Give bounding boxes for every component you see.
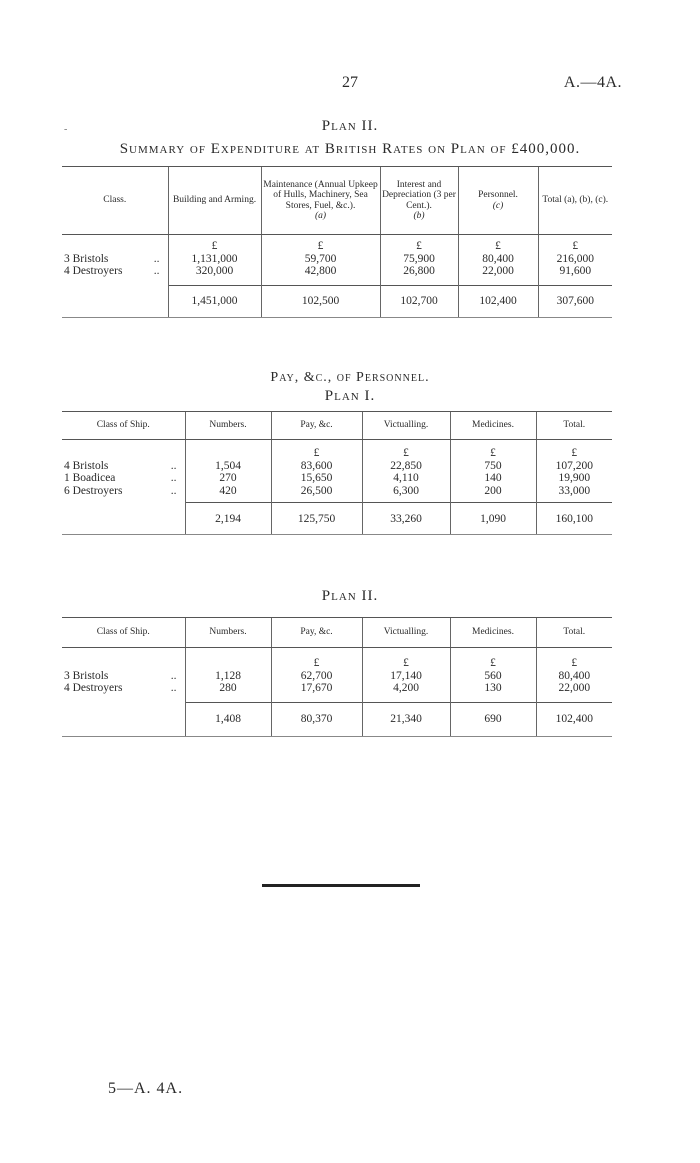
cell: 280 xyxy=(185,682,271,702)
cell: 560 xyxy=(450,670,536,683)
cell: 420 xyxy=(185,485,271,503)
column-header: Total (a), (b), (c). xyxy=(538,167,612,235)
cell: 1,504 xyxy=(185,460,271,473)
column-header: Class of Ship. xyxy=(62,618,185,648)
cell: 107,200 xyxy=(536,460,612,473)
cell: 15,650 xyxy=(271,472,362,485)
row-label: 4 Destroyers .. xyxy=(64,265,160,277)
currency-mark: £ xyxy=(536,440,612,460)
column-header: Personnel. (c) xyxy=(458,167,538,235)
summary-title: Summary of Expenditure at British Rates on Plan of £400,000. xyxy=(119,141,581,157)
pay-plan2-header-row xyxy=(62,618,612,648)
column-header: Interest and Depreciation (3 per Cent.). (b) xyxy=(380,167,458,235)
cell: 22,000 xyxy=(458,265,538,285)
table-row xyxy=(62,682,612,702)
cell: 19,900 xyxy=(536,472,612,485)
total-cell: 102,700 xyxy=(380,285,458,317)
column-header: Building and Arming. xyxy=(168,167,261,235)
total-cell: 690 xyxy=(450,702,536,736)
cell: 130 xyxy=(450,682,536,702)
summary-plan-title: Plan II. xyxy=(321,118,379,134)
total-cell: 21,340 xyxy=(362,702,450,736)
total-cell: 307,600 xyxy=(538,285,612,317)
cell: 4,110 xyxy=(362,472,450,485)
summary-header-row xyxy=(62,167,612,235)
pay-plan1-title: Plan I. xyxy=(324,388,376,404)
table-row xyxy=(62,265,612,285)
page-number: 27 xyxy=(342,74,358,91)
column-header: Victualling. xyxy=(362,618,450,648)
totals-row xyxy=(62,702,612,736)
currency-row xyxy=(62,235,612,253)
column-header: Maintenance (Annual Upkeep of Hulls, Machinery, Sea Stores, Fuel, &c.). (a) xyxy=(261,167,380,235)
cell: 216,000 xyxy=(538,253,612,266)
row-label: 6 Destroyers .. xyxy=(64,484,177,497)
column-mark: (a) xyxy=(314,211,327,221)
cell: 80,400 xyxy=(458,253,538,266)
currency-mark: £ xyxy=(271,440,362,460)
column-header: Numbers. xyxy=(185,412,271,440)
totals-row xyxy=(62,503,612,535)
currency-mark: £ xyxy=(168,235,261,253)
column-header: Victualling. xyxy=(362,412,450,440)
total-cell: 2,194 xyxy=(185,503,271,535)
totals-row xyxy=(62,285,612,317)
cell: 42,800 xyxy=(261,265,380,285)
cell: 17,670 xyxy=(271,682,362,702)
total-cell: 160,100 xyxy=(536,503,612,535)
cell: 270 xyxy=(185,472,271,485)
cell: 17,140 xyxy=(362,670,450,683)
column-header: Pay, &c. xyxy=(271,618,362,648)
cell: 320,000 xyxy=(168,265,261,285)
currency-mark: £ xyxy=(362,648,450,670)
currency-mark: £ xyxy=(536,648,612,670)
column-header: Class of Ship. xyxy=(62,412,185,440)
row-label: 4 Bristols .. xyxy=(64,459,177,472)
pay-plan1-header-row xyxy=(62,412,612,440)
currency-mark: £ xyxy=(271,648,362,670)
row-label: 3 Bristols .. xyxy=(64,669,177,682)
pay-plan1-table xyxy=(62,411,612,535)
column-header: Numbers. xyxy=(185,618,271,648)
cell: 75,900 xyxy=(380,253,458,266)
cell: 91,600 xyxy=(538,265,612,285)
column-mark: (c) xyxy=(492,200,504,211)
summary-table xyxy=(62,166,612,318)
column-header: Total. xyxy=(536,618,612,648)
currency-row xyxy=(62,648,612,670)
cell: 1,128 xyxy=(185,670,271,683)
row-label: 3 Bristols .. xyxy=(64,252,160,265)
currency-row xyxy=(62,440,612,460)
table-row xyxy=(62,472,612,485)
total-cell: 1,408 xyxy=(185,702,271,736)
currency-mark: £ xyxy=(538,235,612,253)
document-reference: A.—4A. xyxy=(563,74,622,91)
total-cell: 102,400 xyxy=(458,285,538,317)
currency-mark: £ xyxy=(458,235,538,253)
cell: 200 xyxy=(450,485,536,503)
cell: 22,850 xyxy=(362,460,450,473)
cell: 62,700 xyxy=(271,670,362,683)
currency-mark: £ xyxy=(450,648,536,670)
section-rule xyxy=(262,884,420,887)
cell: 80,400 xyxy=(536,670,612,683)
footer-signature: 5—A. 4A. xyxy=(108,1080,184,1097)
cell: 59,700 xyxy=(261,253,380,266)
currency-mark: £ xyxy=(362,440,450,460)
total-cell: 102,500 xyxy=(261,285,380,317)
total-cell: 1,090 xyxy=(450,503,536,535)
row-label: 1 Boadicea .. xyxy=(64,472,177,484)
cell: 33,000 xyxy=(536,485,612,503)
cell: 26,800 xyxy=(380,265,458,285)
total-cell: 80,370 xyxy=(271,702,362,736)
column-header: Medicines. xyxy=(450,412,536,440)
currency-mark: £ xyxy=(380,235,458,253)
row-label: 4 Destroyers .. xyxy=(64,682,177,694)
pay-heading: Pay, &c., of Personnel. xyxy=(270,370,430,385)
column-header: Pay, &c. xyxy=(271,412,362,440)
table-row xyxy=(62,670,612,683)
cell: 4,200 xyxy=(362,682,450,702)
total-cell: 1,451,000 xyxy=(168,285,261,317)
pay-plan2-title: Plan II. xyxy=(321,588,379,604)
column-mark: (b) xyxy=(413,211,425,221)
cell: 83,600 xyxy=(271,460,362,473)
column-header: Medicines. xyxy=(450,618,536,648)
column-header: Class. xyxy=(62,167,168,235)
cell: 26,500 xyxy=(271,485,362,503)
cell: 750 xyxy=(450,460,536,473)
currency-mark: £ xyxy=(261,235,380,253)
cell: 22,000 xyxy=(536,682,612,702)
cell: 1,131,000 xyxy=(168,253,261,266)
total-cell: 102,400 xyxy=(536,702,612,736)
total-cell: 125,750 xyxy=(271,503,362,535)
total-cell: 33,260 xyxy=(362,503,450,535)
pay-plan2-table xyxy=(62,617,612,737)
column-header: Total. xyxy=(536,412,612,440)
table-row xyxy=(62,485,612,503)
table-row xyxy=(62,460,612,473)
table-row xyxy=(62,253,612,266)
currency-mark: £ xyxy=(450,440,536,460)
cell: 6,300 xyxy=(362,485,450,503)
cell: 140 xyxy=(450,472,536,485)
margin-mark: - xyxy=(64,124,68,135)
